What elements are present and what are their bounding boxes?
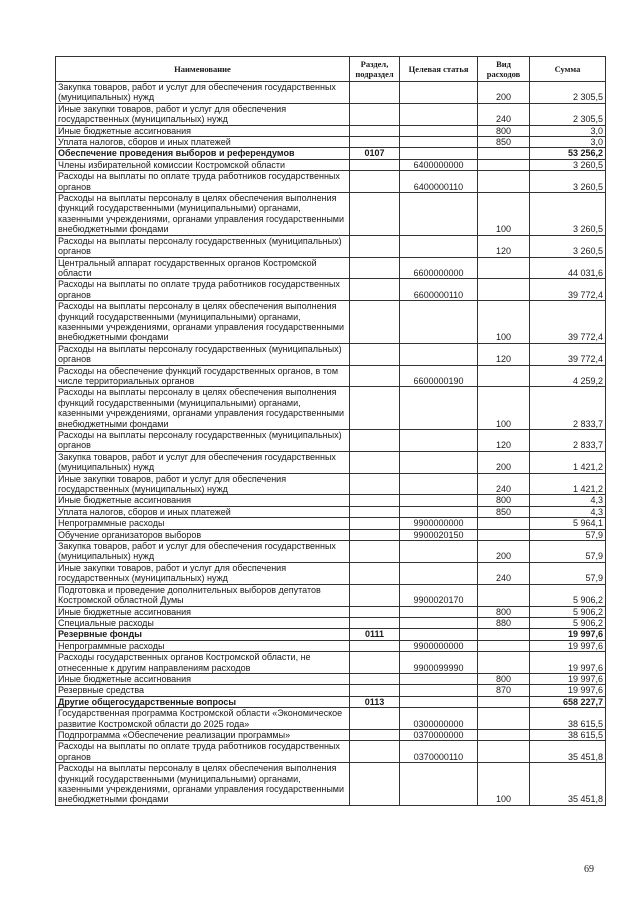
cell-sum: 35 451,8	[530, 741, 606, 763]
cell-type: 100	[478, 301, 530, 344]
cell-sum: 3,0	[530, 125, 606, 136]
cell-section	[350, 343, 400, 365]
cell-article	[400, 473, 478, 495]
cell-sum: 44 031,6	[530, 257, 606, 279]
cell-type	[478, 279, 530, 301]
cell-type	[478, 741, 530, 763]
cell-section	[350, 171, 400, 193]
cell-name: Закупка товаров, работ и услуг для обеспечения государственных (муниципальных) нужд	[56, 82, 350, 104]
table-row	[56, 696, 606, 707]
cell-name: Расходы на выплаты персоналу в целях обеспечения выполнения функций государственными (муниципальными) органами, казенными учреждениями, органами управления государственными внебюджетными фондами	[56, 193, 350, 236]
header-type: Вид расходов	[478, 57, 530, 82]
cell-type: 850	[478, 137, 530, 148]
table-row	[56, 617, 606, 628]
cell-section	[350, 387, 400, 430]
cell-section	[350, 763, 400, 806]
cell-sum: 1 421,2	[530, 473, 606, 495]
cell-sum: 38 615,5	[530, 729, 606, 740]
cell-type	[478, 652, 530, 674]
table-row	[56, 708, 606, 730]
table-row	[56, 82, 606, 104]
cell-name: Расходы на выплаты персоналу в целях обеспечения выполнения функций государственными (муниципальными) органами, казенными учреждениями, органами управления государственными внебюджетными фондами	[56, 387, 350, 430]
cell-name: Уплата налогов, сборов и иных платежей	[56, 137, 350, 148]
cell-sum: 19 997,6	[530, 640, 606, 651]
cell-article	[400, 506, 478, 517]
cell-type: 100	[478, 763, 530, 806]
cell-sum: 2 305,5	[530, 82, 606, 104]
cell-type: 200	[478, 451, 530, 473]
cell-section	[350, 451, 400, 473]
cell-sum: 4,3	[530, 506, 606, 517]
cell-article	[400, 629, 478, 640]
cell-article	[400, 148, 478, 159]
header-article: Целевая статья	[400, 57, 478, 82]
cell-name: Уплата налогов, сборов и иных платежей	[56, 506, 350, 517]
cell-type	[478, 529, 530, 540]
table-row	[56, 685, 606, 696]
cell-sum: 38 615,5	[530, 708, 606, 730]
cell-sum: 39 772,4	[530, 279, 606, 301]
cell-article	[400, 125, 478, 136]
cell-article: 9900099990	[400, 652, 478, 674]
cell-article: 6600000000	[400, 257, 478, 279]
cell-sum: 53 256,2	[530, 148, 606, 159]
cell-article	[400, 562, 478, 584]
cell-article	[400, 343, 478, 365]
cell-sum: 2 833,7	[530, 430, 606, 452]
cell-type: 800	[478, 606, 530, 617]
table-row	[56, 673, 606, 684]
table-row	[56, 640, 606, 651]
cell-type: 200	[478, 541, 530, 563]
cell-article: 0370000000	[400, 729, 478, 740]
cell-section	[350, 741, 400, 763]
cell-name: Расходы на выплаты по оплате труда работников государственных органов	[56, 171, 350, 193]
cell-article: 0300000000	[400, 708, 478, 730]
cell-sum: 5 906,2	[530, 617, 606, 628]
cell-article	[400, 606, 478, 617]
cell-article: 6600000190	[400, 365, 478, 387]
cell-name: Иные бюджетные ассигнования	[56, 125, 350, 136]
cell-type	[478, 729, 530, 740]
cell-section	[350, 652, 400, 674]
cell-article	[400, 387, 478, 430]
cell-name: Подпрограмма «Обеспечение реализации программы»	[56, 729, 350, 740]
cell-article: 9900000000	[400, 640, 478, 651]
cell-section	[350, 541, 400, 563]
header-section: Раздел, подраздел	[350, 57, 400, 82]
cell-article: 6600000110	[400, 279, 478, 301]
table-row	[56, 257, 606, 279]
cell-type: 880	[478, 617, 530, 628]
cell-type	[478, 518, 530, 529]
cell-name: Иные бюджетные ассигнования	[56, 673, 350, 684]
cell-type	[478, 159, 530, 170]
cell-section	[350, 193, 400, 236]
cell-section	[350, 562, 400, 584]
cell-section	[350, 708, 400, 730]
table-row	[56, 387, 606, 430]
cell-section	[350, 673, 400, 684]
cell-sum: 57,9	[530, 541, 606, 563]
cell-section: 0107	[350, 148, 400, 159]
budget-table	[55, 56, 606, 806]
table-row	[56, 235, 606, 257]
cell-type	[478, 365, 530, 387]
cell-section	[350, 365, 400, 387]
cell-section	[350, 473, 400, 495]
cell-article: 9900020170	[400, 584, 478, 606]
table-row	[56, 652, 606, 674]
table-row	[56, 562, 606, 584]
cell-section	[350, 125, 400, 136]
cell-section: 0111	[350, 629, 400, 640]
cell-sum: 4,3	[530, 495, 606, 506]
cell-sum: 3 260,5	[530, 171, 606, 193]
cell-sum: 3 260,5	[530, 193, 606, 236]
cell-name: Иные закупки товаров, работ и услуг для обеспечения государственных (муниципальных) нужд	[56, 562, 350, 584]
cell-section: 0113	[350, 696, 400, 707]
cell-name: Обучение организаторов выборов	[56, 529, 350, 540]
budget-document	[55, 56, 605, 806]
cell-section	[350, 159, 400, 170]
cell-article: 6400000000	[400, 159, 478, 170]
cell-sum: 3 260,5	[530, 159, 606, 170]
table-row	[56, 171, 606, 193]
cell-article	[400, 451, 478, 473]
cell-type: 800	[478, 673, 530, 684]
cell-type: 850	[478, 506, 530, 517]
cell-name: Расходы на выплаты персоналу государственных (муниципальных) органов	[56, 430, 350, 452]
cell-article	[400, 103, 478, 125]
cell-name: Иные закупки товаров, работ и услуг для обеспечения государственных (муниципальных) нужд	[56, 103, 350, 125]
cell-article	[400, 430, 478, 452]
cell-article: 9900000000	[400, 518, 478, 529]
cell-name: Расходы на выплаты по оплате труда работников государственных органов	[56, 741, 350, 763]
cell-name: Государственная программа Костромской области «Экономическое развитие Костромской области до 2025 года»	[56, 708, 350, 730]
cell-sum: 3 260,5	[530, 235, 606, 257]
cell-type: 200	[478, 82, 530, 104]
cell-type: 100	[478, 193, 530, 236]
cell-section	[350, 82, 400, 104]
cell-type: 120	[478, 343, 530, 365]
cell-sum: 4 259,2	[530, 365, 606, 387]
cell-type	[478, 148, 530, 159]
cell-sum: 57,9	[530, 529, 606, 540]
cell-sum: 1 421,2	[530, 451, 606, 473]
cell-section	[350, 606, 400, 617]
cell-sum: 19 997,6	[530, 652, 606, 674]
cell-sum: 2 833,7	[530, 387, 606, 430]
cell-name: Иные бюджетные ассигнования	[56, 606, 350, 617]
cell-sum: 658 227,7	[530, 696, 606, 707]
cell-name: Иные бюджетные ассигнования	[56, 495, 350, 506]
table-row	[56, 365, 606, 387]
cell-sum: 3,0	[530, 137, 606, 148]
table-row	[56, 343, 606, 365]
table-row	[56, 193, 606, 236]
cell-article	[400, 235, 478, 257]
cell-article	[400, 301, 478, 344]
cell-article: 6400000110	[400, 171, 478, 193]
cell-sum: 5 906,2	[530, 584, 606, 606]
cell-section	[350, 506, 400, 517]
cell-type	[478, 708, 530, 730]
table-row	[56, 473, 606, 495]
cell-name: Расходы на обеспечение функций государственных органов, в том числе территориальных органов	[56, 365, 350, 387]
cell-type: 240	[478, 473, 530, 495]
cell-article: 9900020150	[400, 529, 478, 540]
table-body	[56, 82, 606, 806]
cell-type	[478, 640, 530, 651]
cell-name: Расходы на выплаты персоналу государственных (муниципальных) органов	[56, 343, 350, 365]
cell-type: 100	[478, 387, 530, 430]
cell-type	[478, 629, 530, 640]
cell-section	[350, 279, 400, 301]
cell-name: Закупка товаров, работ и услуг для обеспечения государственных (муниципальных) нужд	[56, 541, 350, 563]
cell-name: Другие общегосударственные вопросы	[56, 696, 350, 707]
cell-sum: 57,9	[530, 562, 606, 584]
table-row	[56, 279, 606, 301]
cell-article	[400, 541, 478, 563]
cell-type	[478, 696, 530, 707]
table-row	[56, 741, 606, 763]
cell-name: Расходы на выплаты персоналу в целях обеспечения выполнения функций государственными (муниципальными) органами, казенными учреждениями, органами управления государственными внебюджетными фондами	[56, 763, 350, 806]
cell-sum: 5 906,2	[530, 606, 606, 617]
cell-sum: 19 997,6	[530, 673, 606, 684]
table-row	[56, 103, 606, 125]
cell-type	[478, 257, 530, 279]
cell-name: Непрограммные расходы	[56, 640, 350, 651]
cell-section	[350, 729, 400, 740]
cell-sum: 19 997,6	[530, 685, 606, 696]
cell-article	[400, 673, 478, 684]
cell-type: 120	[478, 430, 530, 452]
cell-section	[350, 103, 400, 125]
header-name: Наименование	[56, 57, 350, 82]
table-row	[56, 159, 606, 170]
table-row	[56, 495, 606, 506]
table-row	[56, 506, 606, 517]
table-row	[56, 541, 606, 563]
cell-name: Расходы на выплаты по оплате труда работников государственных органов	[56, 279, 350, 301]
cell-sum: 19 997,6	[530, 629, 606, 640]
table-row	[56, 125, 606, 136]
cell-sum: 2 305,5	[530, 103, 606, 125]
cell-section	[350, 495, 400, 506]
cell-sum: 5 964,1	[530, 518, 606, 529]
table-row	[56, 729, 606, 740]
cell-section	[350, 257, 400, 279]
cell-name: Закупка товаров, работ и услуг для обеспечения государственных (муниципальных) нужд	[56, 451, 350, 473]
cell-type: 800	[478, 125, 530, 136]
cell-section	[350, 617, 400, 628]
cell-article	[400, 763, 478, 806]
cell-name: Иные закупки товаров, работ и услуг для обеспечения государственных (муниципальных) нужд	[56, 473, 350, 495]
cell-section	[350, 584, 400, 606]
cell-article	[400, 82, 478, 104]
cell-section	[350, 518, 400, 529]
cell-sum: 39 772,4	[530, 301, 606, 344]
cell-section	[350, 301, 400, 344]
cell-type: 870	[478, 685, 530, 696]
cell-section	[350, 529, 400, 540]
cell-article	[400, 685, 478, 696]
cell-name: Центральный аппарат государственных органов Костромской области	[56, 257, 350, 279]
table-row	[56, 606, 606, 617]
cell-type	[478, 171, 530, 193]
table-row	[56, 518, 606, 529]
table-row	[56, 451, 606, 473]
cell-article	[400, 495, 478, 506]
cell-type: 240	[478, 103, 530, 125]
cell-name: Подготовка и проведение дополнительных выборов депутатов Костромской областной Думы	[56, 584, 350, 606]
cell-article	[400, 696, 478, 707]
cell-article	[400, 617, 478, 628]
cell-name: Обеспечение проведения выборов и референдумов	[56, 148, 350, 159]
table-row	[56, 137, 606, 148]
cell-section	[350, 685, 400, 696]
cell-type: 120	[478, 235, 530, 257]
header-sum: Сумма	[530, 57, 606, 82]
cell-type: 800	[478, 495, 530, 506]
cell-name: Резервные средства	[56, 685, 350, 696]
page-number: 69	[584, 864, 594, 875]
cell-sum: 35 451,8	[530, 763, 606, 806]
table-row	[56, 763, 606, 806]
cell-name: Непрограммные расходы	[56, 518, 350, 529]
cell-article	[400, 193, 478, 236]
cell-name: Специальные расходы	[56, 617, 350, 628]
cell-type	[478, 584, 530, 606]
cell-article	[400, 137, 478, 148]
cell-section	[350, 640, 400, 651]
cell-section	[350, 235, 400, 257]
cell-type: 240	[478, 562, 530, 584]
table-row	[56, 584, 606, 606]
table-row	[56, 301, 606, 344]
cell-name: Расходы государственных органов Костромской области, не отнесенные к другим направлениям расходов	[56, 652, 350, 674]
cell-name: Члены избирательной комиссии Костромской области	[56, 159, 350, 170]
cell-section	[350, 430, 400, 452]
cell-section	[350, 137, 400, 148]
table-row	[56, 430, 606, 452]
cell-name: Резервные фонды	[56, 629, 350, 640]
cell-sum: 39 772,4	[530, 343, 606, 365]
cell-article: 0370000110	[400, 741, 478, 763]
cell-name: Расходы на выплаты персоналу государственных (муниципальных) органов	[56, 235, 350, 257]
table-row	[56, 629, 606, 640]
cell-name: Расходы на выплаты персоналу в целях обеспечения выполнения функций государственными (муниципальными) органами, казенными учреждениями, органами управления государственными внебюджетными фондами	[56, 301, 350, 344]
table-row	[56, 529, 606, 540]
table-row	[56, 148, 606, 159]
table-header-row	[56, 57, 606, 82]
